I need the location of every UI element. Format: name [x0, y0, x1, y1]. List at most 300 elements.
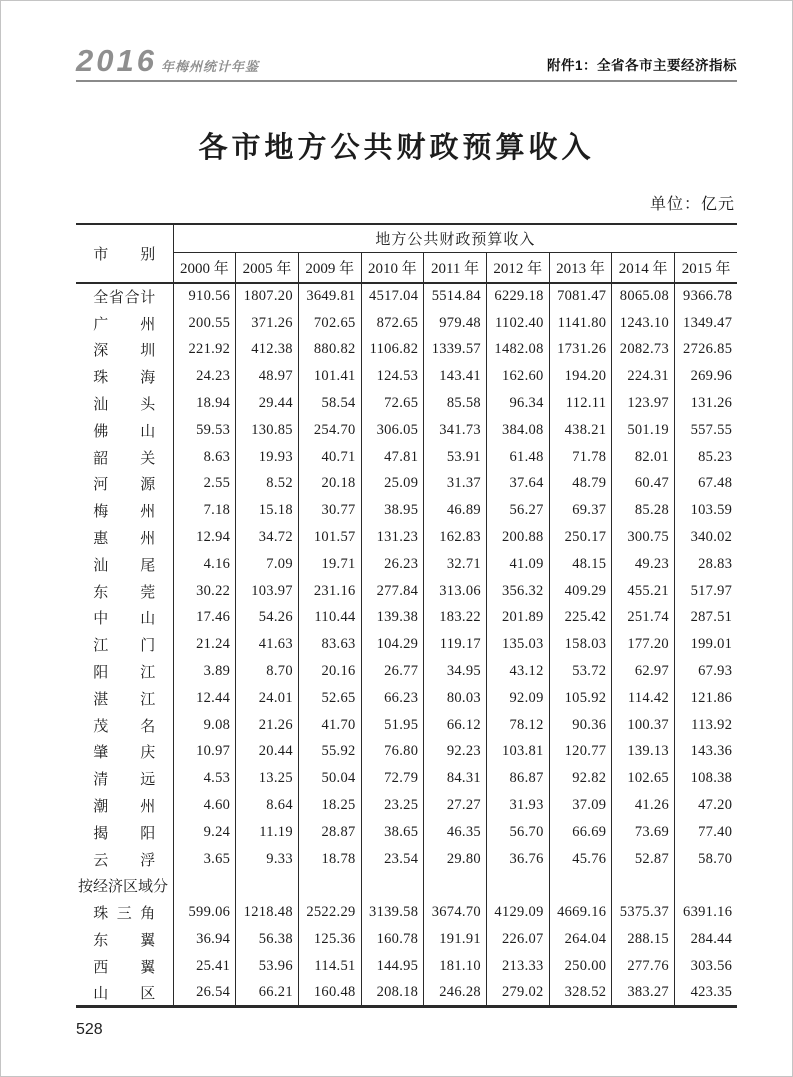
value-cell: 47.81: [361, 444, 424, 471]
value-cell: [173, 873, 236, 900]
value-cell: 4129.09: [486, 899, 549, 926]
value-cell: 23.25: [361, 792, 424, 819]
corner-header-label: 市别: [93, 247, 156, 263]
value-cell: 4.16: [173, 551, 236, 578]
value-cell: 979.48: [424, 310, 487, 337]
city-label: 阳江: [93, 665, 156, 682]
value-cell: 85.28: [612, 497, 675, 524]
value-cell: 2726.85: [675, 337, 738, 364]
value-cell: 83.63: [298, 631, 361, 658]
table-row: [76, 765, 737, 792]
value-cell: 41.63: [236, 631, 299, 658]
value-cell: 328.52: [549, 980, 612, 1007]
table-row: [76, 390, 737, 417]
value-cell: [298, 873, 361, 900]
value-cell: 21.24: [173, 631, 236, 658]
value-cell: 269.96: [675, 363, 738, 390]
value-cell: 29.44: [236, 390, 299, 417]
value-cell: 144.95: [361, 953, 424, 980]
value-cell: 250.00: [549, 953, 612, 980]
value-cell: 53.96: [236, 953, 299, 980]
city-label-cell: [76, 819, 173, 846]
value-cell: 226.07: [486, 926, 549, 953]
value-cell: 38.95: [361, 497, 424, 524]
value-cell: 31.37: [424, 471, 487, 498]
value-cell: 200.88: [486, 524, 549, 551]
value-cell: 36.76: [486, 846, 549, 873]
value-cell: 213.33: [486, 953, 549, 980]
value-cell: 7081.47: [549, 283, 612, 310]
value-cell: 139.13: [612, 739, 675, 766]
table-row: [76, 283, 737, 310]
city-label-cell: [76, 337, 173, 364]
value-cell: 80.03: [424, 685, 487, 712]
value-cell: 9.33: [236, 846, 299, 873]
value-cell: 71.78: [549, 444, 612, 471]
value-cell: 26.54: [173, 980, 236, 1007]
table-row: [76, 471, 737, 498]
value-cell: 86.87: [486, 765, 549, 792]
revenue-table-wrap: [76, 223, 737, 1008]
value-cell: 103.97: [236, 578, 299, 605]
city-label-cell: [76, 578, 173, 605]
value-cell: 313.06: [424, 578, 487, 605]
city-label: 肇庆: [93, 745, 156, 762]
value-cell: 24.01: [236, 685, 299, 712]
value-cell: 162.60: [486, 363, 549, 390]
city-label-cell: [76, 551, 173, 578]
year-header: 2015 年: [675, 252, 738, 283]
value-cell: [612, 873, 675, 900]
value-cell: 9.08: [173, 712, 236, 739]
value-cell: 46.89: [424, 497, 487, 524]
value-cell: 303.56: [675, 953, 738, 980]
city-label: 深圳: [93, 343, 156, 360]
table-header: [76, 224, 737, 283]
value-cell: 15.18: [236, 497, 299, 524]
value-cell: 279.02: [486, 980, 549, 1007]
value-cell: 41.26: [612, 792, 675, 819]
value-cell: 27.27: [424, 792, 487, 819]
value-cell: 25.41: [173, 953, 236, 980]
value-cell: 4.53: [173, 765, 236, 792]
value-cell: 288.15: [612, 926, 675, 953]
value-cell: [549, 873, 612, 900]
section-label: 按经济区域分: [78, 879, 169, 896]
table-row: [76, 310, 737, 337]
city-label: 韶关: [93, 450, 156, 467]
table-body: [76, 283, 737, 1007]
value-cell: 1243.10: [612, 310, 675, 337]
value-cell: 277.76: [612, 953, 675, 980]
value-cell: 53.91: [424, 444, 487, 471]
city-label-cell: [76, 712, 173, 739]
value-cell: 51.95: [361, 712, 424, 739]
unit-label: 单位：亿元: [649, 196, 735, 213]
value-cell: 8.63: [173, 444, 236, 471]
city-label: 佛山: [93, 423, 156, 440]
value-cell: 18.78: [298, 846, 361, 873]
city-label-cell: [76, 739, 173, 766]
value-cell: 3.89: [173, 658, 236, 685]
city-label: 湛江: [93, 691, 156, 708]
value-cell: 47.20: [675, 792, 738, 819]
city-label: 茂名: [93, 718, 156, 735]
table-row: [76, 605, 737, 632]
value-cell: 59.53: [173, 417, 236, 444]
value-cell: 131.26: [675, 390, 738, 417]
value-cell: 103.59: [675, 497, 738, 524]
value-cell: 55.92: [298, 739, 361, 766]
value-cell: 114.42: [612, 685, 675, 712]
value-cell: 356.32: [486, 578, 549, 605]
city-label-cell: [76, 658, 173, 685]
value-cell: 371.26: [236, 310, 299, 337]
value-cell: 29.80: [424, 846, 487, 873]
value-cell: 37.09: [549, 792, 612, 819]
value-cell: 85.23: [675, 444, 738, 471]
table-row: [76, 524, 737, 551]
value-cell: 45.76: [549, 846, 612, 873]
value-cell: 2.55: [173, 471, 236, 498]
value-cell: 1731.26: [549, 337, 612, 364]
table-row: [76, 792, 737, 819]
table-row: [76, 873, 737, 900]
value-cell: 40.71: [298, 444, 361, 471]
city-label-cell: [76, 631, 173, 658]
value-cell: 264.04: [549, 926, 612, 953]
value-cell: 702.65: [298, 310, 361, 337]
table-row: [76, 712, 737, 739]
value-cell: 160.78: [361, 926, 424, 953]
value-cell: 52.87: [612, 846, 675, 873]
value-cell: 18.94: [173, 390, 236, 417]
value-cell: 599.06: [173, 899, 236, 926]
value-cell: 54.26: [236, 605, 299, 632]
city-label-cell: [76, 765, 173, 792]
value-cell: 9366.78: [675, 283, 738, 310]
value-cell: 1482.08: [486, 337, 549, 364]
value-cell: 104.29: [361, 631, 424, 658]
city-label: 梅州: [93, 504, 156, 521]
value-cell: 18.25: [298, 792, 361, 819]
value-cell: 61.48: [486, 444, 549, 471]
city-label-cell: [76, 524, 173, 551]
value-cell: 48.97: [236, 363, 299, 390]
value-cell: 90.36: [549, 712, 612, 739]
year-header: 2009 年: [298, 252, 361, 283]
value-cell: 60.47: [612, 471, 675, 498]
value-cell: [236, 873, 299, 900]
city-label: 珠三角: [93, 906, 156, 923]
city-label: 广州: [93, 316, 156, 333]
value-cell: 32.71: [424, 551, 487, 578]
value-cell: 103.81: [486, 739, 549, 766]
value-cell: 20.18: [298, 471, 361, 498]
table-row: [76, 444, 737, 471]
table-row: [76, 337, 737, 364]
value-cell: 1102.40: [486, 310, 549, 337]
value-cell: 143.36: [675, 739, 738, 766]
yearbook-logo-year: 2016: [76, 43, 157, 78]
value-cell: 455.21: [612, 578, 675, 605]
city-label-cell: [76, 471, 173, 498]
value-cell: 67.48: [675, 471, 738, 498]
value-cell: [361, 873, 424, 900]
value-cell: 110.44: [298, 605, 361, 632]
city-label: 江门: [93, 638, 156, 655]
value-cell: 20.44: [236, 739, 299, 766]
value-cell: 11.19: [236, 819, 299, 846]
value-cell: 50.04: [298, 765, 361, 792]
table-row: [76, 658, 737, 685]
city-label-cell: [76, 685, 173, 712]
city-label: 中山: [93, 611, 156, 628]
value-cell: 26.23: [361, 551, 424, 578]
value-cell: 96.34: [486, 390, 549, 417]
value-cell: 201.89: [486, 605, 549, 632]
value-cell: 73.69: [612, 819, 675, 846]
value-cell: 3.65: [173, 846, 236, 873]
value-cell: 423.35: [675, 980, 738, 1007]
value-cell: 3139.58: [361, 899, 424, 926]
city-label: 汕尾: [93, 557, 156, 574]
value-cell: 48.15: [549, 551, 612, 578]
value-cell: 221.92: [173, 337, 236, 364]
value-cell: 135.03: [486, 631, 549, 658]
value-cell: 58.70: [675, 846, 738, 873]
value-cell: 181.10: [424, 953, 487, 980]
value-cell: 277.84: [361, 578, 424, 605]
value-cell: 43.12: [486, 658, 549, 685]
value-cell: 1807.20: [236, 283, 299, 310]
table-row: [76, 739, 737, 766]
value-cell: 1106.82: [361, 337, 424, 364]
value-cell: 69.37: [549, 497, 612, 524]
table-row: [76, 363, 737, 390]
value-cell: 246.28: [424, 980, 487, 1007]
value-cell: 199.01: [675, 631, 738, 658]
value-cell: 200.55: [173, 310, 236, 337]
value-cell: 557.55: [675, 417, 738, 444]
value-cell: [486, 873, 549, 900]
value-cell: 112.11: [549, 390, 612, 417]
city-label: 潮州: [93, 799, 156, 816]
value-cell: 2082.73: [612, 337, 675, 364]
value-cell: 56.70: [486, 819, 549, 846]
value-cell: 52.65: [298, 685, 361, 712]
value-cell: 48.79: [549, 471, 612, 498]
value-cell: 8.70: [236, 658, 299, 685]
value-cell: 72.79: [361, 765, 424, 792]
city-label-cell: [76, 953, 173, 980]
value-cell: [675, 873, 738, 900]
value-cell: 191.91: [424, 926, 487, 953]
value-cell: 28.83: [675, 551, 738, 578]
city-label: 东莞: [93, 584, 156, 601]
value-cell: 250.17: [549, 524, 612, 551]
value-cell: [424, 873, 487, 900]
value-cell: 1141.80: [549, 310, 612, 337]
value-cell: 1349.47: [675, 310, 738, 337]
year-header: 2012 年: [486, 252, 549, 283]
value-cell: 4517.04: [361, 283, 424, 310]
value-cell: 66.21: [236, 980, 299, 1007]
value-cell: 82.01: [612, 444, 675, 471]
value-cell: 8.52: [236, 471, 299, 498]
city-label: 汕头: [93, 397, 156, 414]
year-header: 2013 年: [549, 252, 612, 283]
value-cell: 13.25: [236, 765, 299, 792]
value-cell: 53.72: [549, 658, 612, 685]
city-label-cell: [76, 605, 173, 632]
value-cell: 23.54: [361, 846, 424, 873]
section-label-cell: [76, 873, 173, 900]
table-row: [76, 578, 737, 605]
revenue-table: [76, 223, 737, 1008]
value-cell: 56.38: [236, 926, 299, 953]
value-cell: 125.36: [298, 926, 361, 953]
value-cell: 1339.57: [424, 337, 487, 364]
city-label-cell: [76, 390, 173, 417]
value-cell: 143.41: [424, 363, 487, 390]
value-cell: 84.31: [424, 765, 487, 792]
value-cell: 306.05: [361, 417, 424, 444]
value-cell: 34.72: [236, 524, 299, 551]
value-cell: 101.57: [298, 524, 361, 551]
value-cell: 139.38: [361, 605, 424, 632]
value-cell: 108.38: [675, 765, 738, 792]
value-cell: 72.65: [361, 390, 424, 417]
value-cell: 225.42: [549, 605, 612, 632]
value-cell: 130.85: [236, 417, 299, 444]
value-cell: 37.64: [486, 471, 549, 498]
value-cell: 224.31: [612, 363, 675, 390]
value-cell: 46.35: [424, 819, 487, 846]
value-cell: 30.22: [173, 578, 236, 605]
year-header: 2014 年: [612, 252, 675, 283]
value-cell: 177.20: [612, 631, 675, 658]
value-cell: 409.29: [549, 578, 612, 605]
city-label: 惠州: [93, 531, 156, 548]
value-cell: 208.18: [361, 980, 424, 1007]
yearbook-logo-title: 年梅州统计年鉴: [160, 59, 259, 74]
value-cell: 56.27: [486, 497, 549, 524]
page-title: 各市地方公共财政预算收入: [198, 132, 595, 164]
value-cell: 300.75: [612, 524, 675, 551]
running-header: [76, 45, 737, 76]
table-row: [76, 846, 737, 873]
value-cell: 66.69: [549, 819, 612, 846]
year-header: 2005 年: [236, 252, 299, 283]
attachment-note: 附件1：全省各市主要经济指标: [546, 58, 737, 73]
value-cell: 383.27: [612, 980, 675, 1007]
value-cell: 41.09: [486, 551, 549, 578]
city-label: 揭阳: [93, 825, 156, 842]
year-header: 2011 年: [424, 252, 487, 283]
value-cell: 21.26: [236, 712, 299, 739]
value-cell: 58.54: [298, 390, 361, 417]
value-cell: 194.20: [549, 363, 612, 390]
value-cell: 25.09: [361, 471, 424, 498]
year-header: 2000 年: [173, 252, 236, 283]
value-cell: 62.97: [612, 658, 675, 685]
value-cell: 119.17: [424, 631, 487, 658]
value-cell: 160.48: [298, 980, 361, 1007]
city-label-cell: [76, 310, 173, 337]
value-cell: 49.23: [612, 551, 675, 578]
value-cell: 438.21: [549, 417, 612, 444]
city-label-cell: [76, 444, 173, 471]
value-cell: 105.92: [549, 685, 612, 712]
value-cell: 120.77: [549, 739, 612, 766]
value-cell: 501.19: [612, 417, 675, 444]
value-cell: 26.77: [361, 658, 424, 685]
table-row: [76, 899, 737, 926]
value-cell: 231.16: [298, 578, 361, 605]
value-cell: 19.93: [236, 444, 299, 471]
value-cell: 17.46: [173, 605, 236, 632]
value-cell: 123.97: [612, 390, 675, 417]
value-cell: 6391.16: [675, 899, 738, 926]
corner-header-cell: [76, 224, 173, 283]
value-cell: 8.64: [236, 792, 299, 819]
value-cell: 1218.48: [236, 899, 299, 926]
header-rule: [76, 80, 737, 82]
value-cell: 38.65: [361, 819, 424, 846]
value-cell: 31.93: [486, 792, 549, 819]
value-cell: 341.73: [424, 417, 487, 444]
table-row: [76, 980, 737, 1007]
city-label: 东翼: [93, 933, 156, 950]
value-cell: 340.02: [675, 524, 738, 551]
value-cell: 30.77: [298, 497, 361, 524]
value-cell: 28.87: [298, 819, 361, 846]
value-cell: 101.41: [298, 363, 361, 390]
value-cell: 9.24: [173, 819, 236, 846]
value-cell: 251.74: [612, 605, 675, 632]
value-cell: 41.70: [298, 712, 361, 739]
value-cell: 6229.18: [486, 283, 549, 310]
city-label: 珠海: [93, 370, 156, 387]
value-cell: 124.53: [361, 363, 424, 390]
value-cell: 66.12: [424, 712, 487, 739]
value-cell: 287.51: [675, 605, 738, 632]
value-cell: 85.58: [424, 390, 487, 417]
table-row: [76, 819, 737, 846]
value-cell: 880.82: [298, 337, 361, 364]
city-label-cell: [76, 846, 173, 873]
value-cell: 183.22: [424, 605, 487, 632]
value-cell: 131.23: [361, 524, 424, 551]
value-cell: 24.23: [173, 363, 236, 390]
value-cell: 5514.84: [424, 283, 487, 310]
yearbook-logo: [76, 45, 259, 76]
value-cell: 7.09: [236, 551, 299, 578]
table-row: [76, 551, 737, 578]
value-cell: 158.03: [549, 631, 612, 658]
value-cell: 66.23: [361, 685, 424, 712]
city-label-cell: [76, 899, 173, 926]
city-label: 西翼: [93, 959, 156, 976]
value-cell: 4669.16: [549, 899, 612, 926]
group-header-cell: 地方公共财政预算收入: [173, 224, 737, 252]
value-cell: 19.71: [298, 551, 361, 578]
value-cell: 2522.29: [298, 899, 361, 926]
value-cell: 92.82: [549, 765, 612, 792]
page-number: 528: [76, 1021, 103, 1038]
value-cell: 3649.81: [298, 283, 361, 310]
